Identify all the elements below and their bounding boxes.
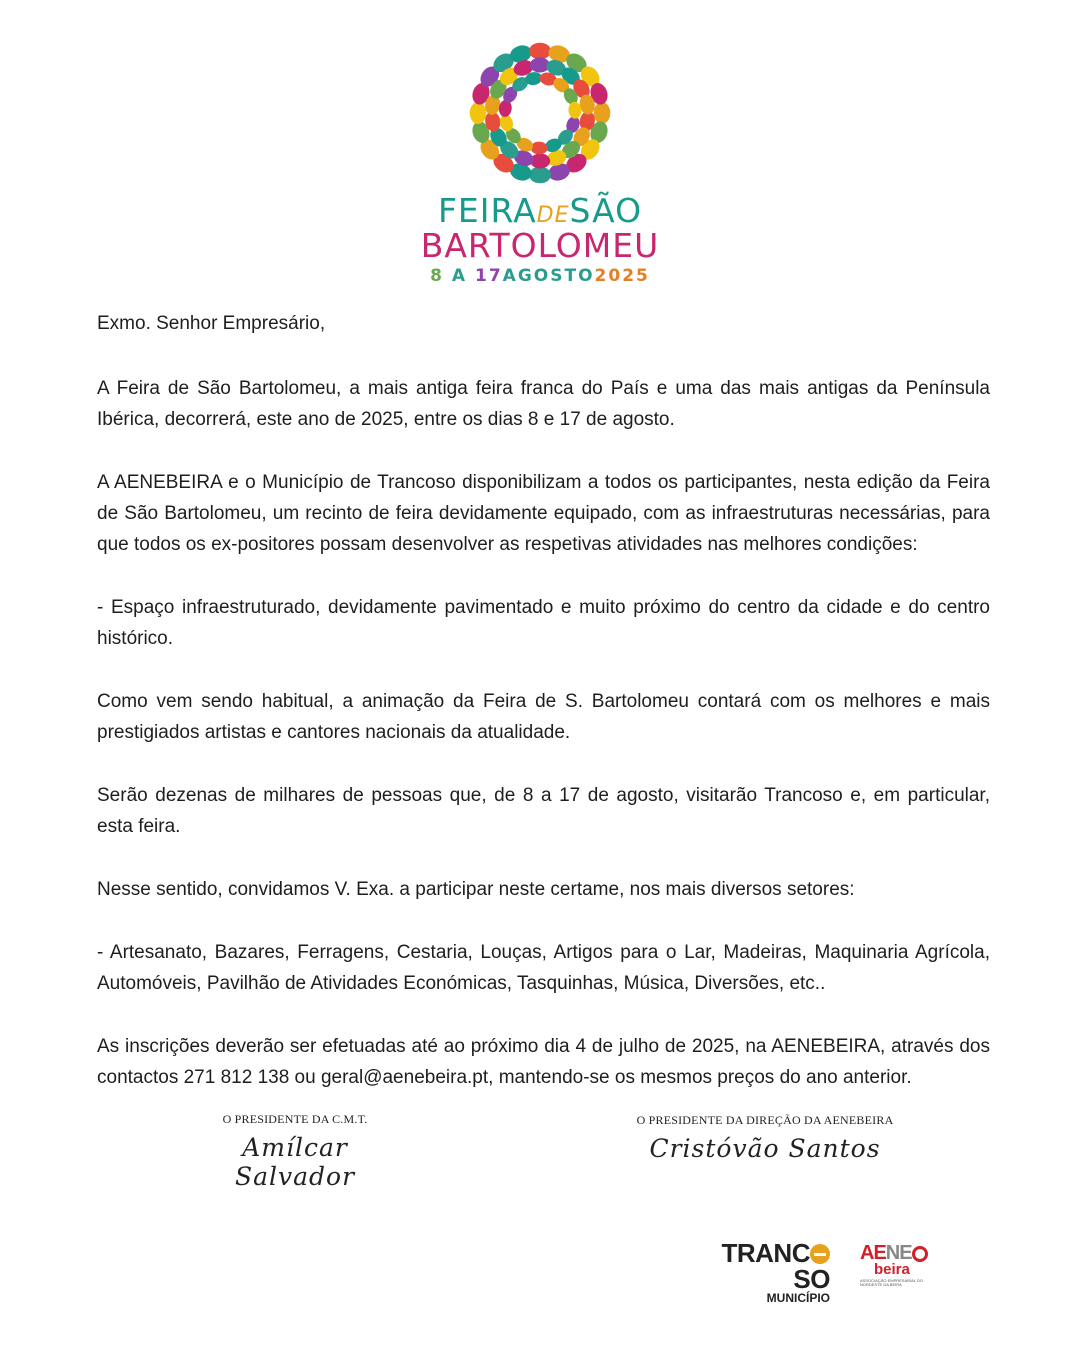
logo-date-start: 8 [430,266,444,286]
logo-date-end: 17 [475,266,503,286]
rosette-flower-icon [465,38,615,188]
letter-paragraph-8: As inscrições deverão ser efetuadas até ao próximo dia 4 de julho de 2025, na AENEBEIRA, através dos contactos 271 812 138 ou geral@aenebeira.pt, mantendo-se os mesmos preços do ano anterior. [97,1036,990,1088]
fair-logo [0,38,1080,285]
letter-body [97,308,990,1125]
logo-date-month: AGOSTO [502,266,595,286]
letter-paragraph-1: A Feira de São Bartolomeu, a mais antiga feira franca do País e uma das mais antigas da Península Ibérica, decorrerá, este ano de 2025, entre os dias 8 e 17 de agosto. [97,378,990,430]
trancoso-text-a: TRANC [721,1238,810,1268]
letter-paragraph-7: - Artesanato, Bazares, Ferragens, Cestaria, Louças, Artigos para o Lar, Madeiras, Maquinaria Agrícola, Automóveis, Pavilhão de Atividades Económicas, Tasquinhas, Música, Diversões, etc.. [97,942,990,994]
aene-check-icon [912,1246,928,1262]
trancoso-text-b: SO [793,1264,830,1294]
logo-dates [0,268,1080,285]
aene-text-b: NE [885,1242,912,1264]
logo-title-line1 [0,191,1080,230]
letter-paragraph-3: - Espaço infraestruturado, devidamente pavimentado e muito próximo do centro da cidade e do centro histórico. [97,597,990,649]
signature-block-cmt [190,1112,400,1191]
aenebeira-logo [860,1243,940,1288]
letter-greeting: Exmo. Senhor Empresário, [97,313,326,334]
signature-block-aenebeira [630,1113,900,1163]
logo-title-line2: BARTOLOMEU [420,226,660,265]
logo-sao: SÃO [569,191,643,230]
letter-paragraph-5: Serão dezenas de milhares de pessoas que, de 8 a 17 de agosto, visitarão Trancoso e, em particular, esta feira. [97,785,990,837]
aene-text-a: AE [860,1242,886,1264]
letter-paragraph-4: Como vem sendo habitual, a animação da Feira de S. Bartolomeu contará com os melhores e mais prestigiados artistas e cantores nacionais da atualidade. [97,691,990,743]
signature-title: O PRESIDENTE DA DIREÇÃO DA AENEBEIRA [636,1113,894,1127]
signature-name: Amílcar Salvador [234,1133,356,1191]
logo-date-year: 2025 [594,266,650,286]
rosette-center [515,88,565,138]
aene-wordmark [860,1243,940,1263]
signature-name: Cristóvão Santos [649,1134,881,1163]
rosette-petal [470,102,487,124]
trancoso-municipio-logo [694,1240,830,1305]
signature-title: O PRESIDENTE DA C.M.T. [222,1112,368,1126]
aene-beira-text: beira [874,1261,910,1278]
rosette-petal [529,167,551,184]
logo-date-a: A [451,266,468,286]
rosette-petal [594,102,611,124]
logo-de: DE [536,203,570,228]
letter-paragraph-2: A AENEBEIRA e o Município de Trancoso disponibilizam a todos os participantes, nesta edição da Feira de São Bartolomeu, um recinto de feira devidamente equipado, com as infraestruturas necessárias, para que todos os ex-positores possam desenvolver as respetivas atividades nas melhores condições: [97,472,990,555]
logo-feira: FEIRA [437,191,537,230]
trancoso-o-icon [810,1244,830,1264]
rosette-petal [530,141,547,154]
trancoso-wordmark [694,1240,830,1292]
rosette-petal [529,43,551,60]
aene-tagline: ASSOCIAÇÃO EMPRESARIAL DO NORDESTE DA BEIRA [860,1277,923,1288]
trancoso-subtitle: MUNICÍPIO [766,1291,830,1305]
letter-paragraph-6: Nesse sentido, convidamos V. Exa. a participar neste certame, nos mais diversos setores: [97,879,855,900]
